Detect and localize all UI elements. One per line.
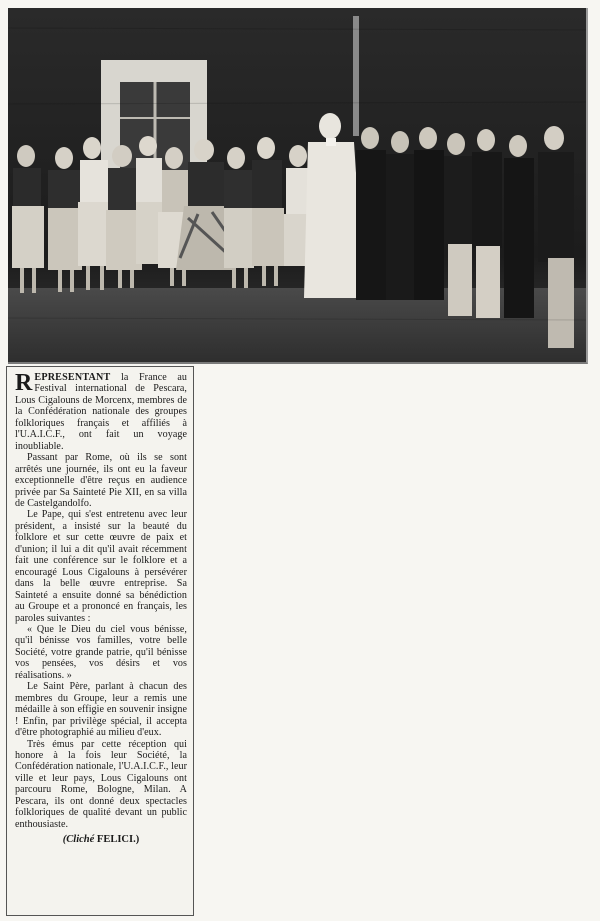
paragraph-1 [15, 372, 187, 452]
paragraph-3: Le Pape, qui s'est entretenu avec leur président, a insisté sur la beauté du folklore et sur cette œuvre de paix et d'union; il lui a dit qu'il avait récemment fait une conférence sur le folklore et a encouragé Lous Cigalouns à persévérer dans la belle œuvre entreprise. Sa Sainteté a ensuite donné sa bénédiction au Groupe et a prononcé en français, les paroles suivantes : [15, 509, 187, 624]
paragraph-5: Le Saint Père, parlant à chacun des membres du Groupe, leur a remis une médaille à son effigie en souvenir insigne ! Enfin, par privilège spécial, il accepta d'être photographié au milieu d'eux. [15, 681, 187, 739]
lead-caps: EPRESENTANT [34, 372, 111, 383]
drop-cap: R [15, 370, 33, 396]
photo-credit [15, 834, 187, 845]
credit-label: (Cliché [62, 834, 95, 846]
paragraph-quote: « Que le Dieu du ciel vous bénisse, qu'il bénisse vos familles, votre belle Société, votre grande patrie, qu'il bénisse vos pensées, vos désirs et vos réalisations. » [15, 623, 187, 681]
group-photo-image [8, 8, 586, 362]
credit-name: FELICI.) [96, 834, 140, 846]
paragraph-2: Passant par Rome, où ils se sont arrêtés une journée, ils ont eu la faveur exceptionnelle d'être reçus en audience privée par Sa Sainteté Pie XII, en sa villa de Castelgandolfo. [15, 452, 187, 509]
paragraph-6: Très émus par cette réception qui honore à la fois leur Société, la Confédération nationale, l'U.A.I.C.F., leur ville et leur pays, Lous Cigalouns ont parcouru Rome, Bologne, Milan. A Pescara, ils ont donné deux spectacles folkloriques de qualité devant un public enthousiaste. [15, 738, 187, 830]
group-photo [8, 8, 588, 364]
article-text [6, 366, 194, 916]
paragraph-1-text: la France au Festival international de Pescara, Lous Cigalouns de Morcenx, membres de la Confédération nationale des groupes folkloriques français et affiliés à l'U.A.I.C.F., ont fait un voyage inoubliable. [15, 372, 187, 452]
